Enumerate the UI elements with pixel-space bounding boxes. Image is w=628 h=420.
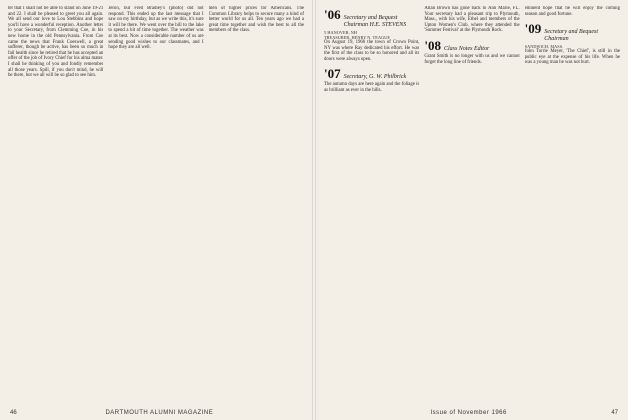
left-footer-title: DARTMOUTH ALUMNI MAGAZINE xyxy=(105,410,214,416)
class-note-body: Grant Smith is no longer with us and we cannot forget the long line of friends. xyxy=(424,53,520,65)
class-year: '07 xyxy=(324,66,341,82)
secretary-address: 5 HANOVER, NH xyxy=(324,30,358,35)
class-note-header xyxy=(525,22,620,43)
class-note-entry xyxy=(324,67,419,93)
class-note-body: Allan Brown has gone back to Ann Marie, FL. Your secretary had a pleasant trip to Plymouth, Mass., with his wife, Ethel and members of the Upton Women's Club, where they attended the 'Summer Festival' at the Plymouth Rock. xyxy=(424,6,520,34)
class-note-entry xyxy=(324,8,419,62)
class-year: '09 xyxy=(524,21,542,37)
class-note-header xyxy=(324,8,419,29)
class-note-header xyxy=(424,39,519,53)
secretary-line: Class Notes Editor xyxy=(443,45,490,52)
class-note-entry xyxy=(108,6,203,51)
left-columns xyxy=(8,6,304,402)
secretary-line: Secretary and Bequest Chairman xyxy=(544,29,599,43)
left-column-1 xyxy=(8,6,103,402)
class-note-body: The autumn days are here again and the foliage is as brilliant as ever in the hills. xyxy=(324,82,420,93)
class-note-body: eminent hope that he will enjoy the coming season and good fortune. xyxy=(524,6,620,17)
right-footer-title: Issue of November 1966 xyxy=(430,410,507,416)
class-note-entry xyxy=(424,6,519,34)
class-year: '06 xyxy=(324,7,341,22)
class-year: '08 xyxy=(424,37,441,53)
right-column-1 xyxy=(324,6,419,402)
right-column-3 xyxy=(525,6,620,402)
left-footer xyxy=(10,410,302,416)
class-note-header xyxy=(324,67,419,81)
secretary-line: Secretary and Bequest Chairman H.E. STEVENS xyxy=(343,15,407,28)
class-note-entry xyxy=(525,6,620,17)
left-page-number: 46 xyxy=(10,410,17,416)
secretary-address: SANDWICH, MASS. xyxy=(524,44,564,50)
class-note-entry xyxy=(525,22,620,66)
left-column-3 xyxy=(209,6,304,402)
class-note-body: John Torrie Meyer, 'The Chief', is still in the public eye at the expense of his life. When he was a young man he was not hurt. xyxy=(524,49,620,66)
left-page xyxy=(0,0,312,420)
secretary-line: Secretary, G. W. Philbrick xyxy=(343,74,407,81)
class-note-body: men of higher prices for Americans. The Common Library helps to secure many a kind of better world for us all. Ten years ago we had a great time together and wish the best to all the members of the class. xyxy=(208,6,304,34)
class-note-body: ter that I shall not be able to stand on June 19-21 and 22. I shall be pleased to greet you all again. We all send our love to Lou Stebbins and hope you'll have a wonderful reception. Another letter to your Secretary, from Clemming Coe, in his new home in the old Pennsylvania. From Coe came the news that Frank Coeswell, a great sufferer, though be active, has been so much in fail health since he retired that he has accepted an offer of the job of Ivory Chief for his alma mater. I shall he thinking of you and fondly remember all those years. Spill, if you don't mind, he will be there, but we all will be so glad to see him. xyxy=(8,6,104,79)
class-note-body: Jeron, but Fred Bradley's (photo) did not respond. This ended up the last message that I saw on my birthday, but as we write this, it's sure it will be there. We went over the hill to the lake to spend a bit of time together. The weather was at its best. Now a considerable number of us are sending good wishes to our classmates, and I hope they are all well. xyxy=(108,6,204,51)
right-footer xyxy=(326,410,618,416)
class-note-entry xyxy=(424,39,519,65)
class-note-entry xyxy=(209,6,304,34)
class-note-entry xyxy=(8,6,103,79)
right-columns xyxy=(324,6,620,402)
right-column-2 xyxy=(424,6,519,402)
right-page-number: 47 xyxy=(611,410,618,416)
class-note-body: On August 19, 1966 the town of Crown Point, NY was where Ray dedicated his effort. He was the first of the class to be so honored and all its doors were always open. xyxy=(324,40,420,62)
right-page xyxy=(316,0,628,420)
left-column-2 xyxy=(108,6,203,402)
treasurer-line: TREASURER, HENRY N. TEAGUE xyxy=(324,35,390,40)
